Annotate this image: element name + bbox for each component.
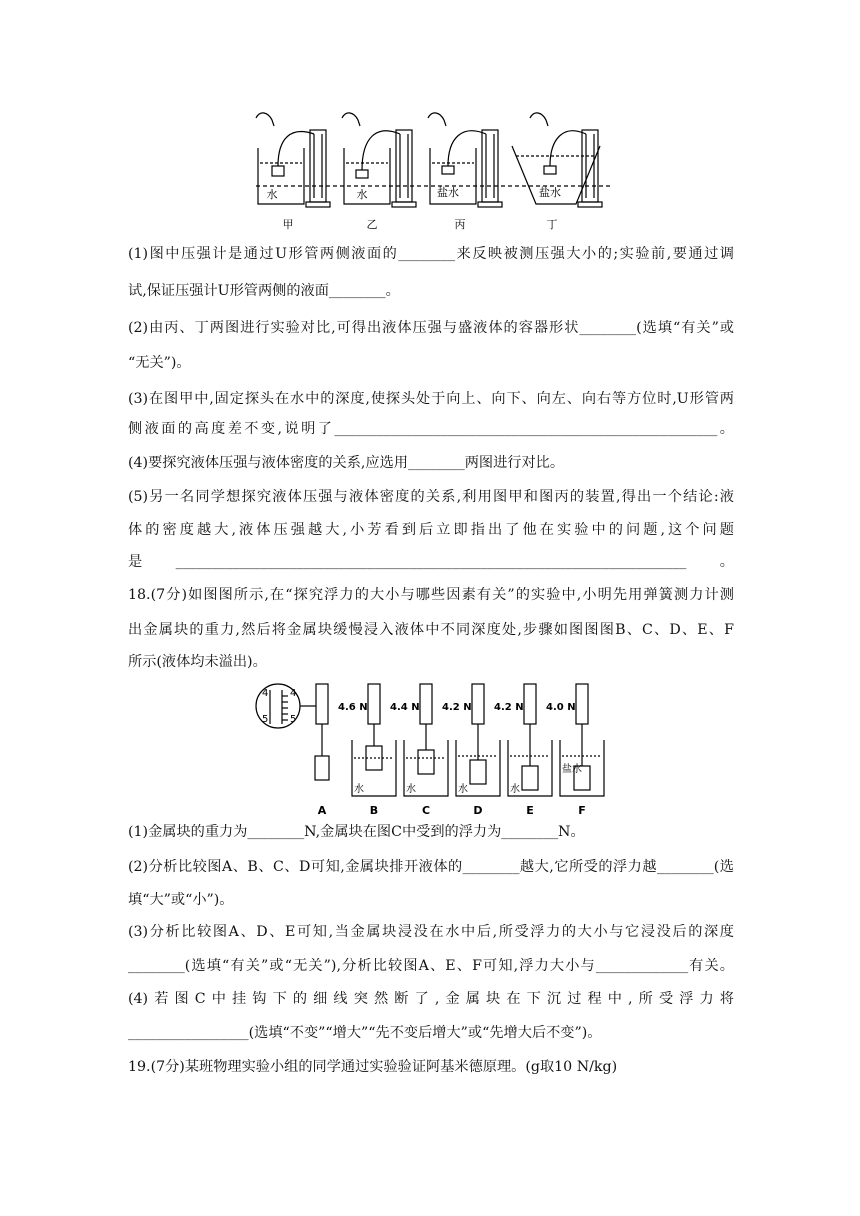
scale-tick-5: 5 <box>262 714 269 725</box>
q18-line-3: 所示(液体均未溢出)。 <box>128 654 267 670</box>
reading-b: 4.6 N <box>338 702 368 713</box>
q17-line-4: “无关”)。 <box>128 355 191 371</box>
q17-line-3: (2)由丙、丁两图进行实验对比,可得出液体压强与盛液体的容器形状________(选填“有关”或 <box>128 320 734 336</box>
label-c: C <box>421 804 431 817</box>
label-b: B <box>369 804 379 817</box>
liquid-b: 水 <box>354 784 364 795</box>
liquid-label-bing: 盐水 <box>437 186 459 199</box>
q18-sub2-line1: (2)分析比较图A、B、C、D可知,金属块排开液体的________越大,它所受的浮力越________(选 <box>128 859 734 875</box>
figure-label-bing: 丙 <box>454 218 466 231</box>
label-d: D <box>473 804 483 817</box>
reading-d: 4.2 N <box>442 702 472 713</box>
q17-line-2: 试,保证压强计U形管两侧的液面________。 <box>128 283 400 299</box>
q18-sub2-line2: 填“大”或“小”)。 <box>128 892 234 908</box>
q17-line-6: 侧液面的高度差不变,说明了______________________________________________________。 <box>128 421 734 437</box>
scale-tick-4-right: 4 <box>290 688 297 699</box>
label-a: A <box>317 804 327 817</box>
q17-line-5: (3)在图甲中,固定探头在水中的深度,使探头处于向上、向下、向左、向右等方位时,U形管两 <box>128 391 734 407</box>
q18-sub3-line1: (3)分析比较图A、D、E可知,当金属块浸没在水中后,所受浮力的大小与它浸没后的深度 <box>128 924 734 940</box>
reading-e: 4.2 N <box>494 702 524 713</box>
buoyancy-figure <box>254 676 608 820</box>
q17-line-9: 体的密度越大,液体压强越大,小芳看到后立即指出了他在实验中的问题,这个问题 <box>128 522 734 538</box>
label-f: F <box>578 804 586 817</box>
q17-line-8: (5)另一名同学想探究液体压强与液体密度的关系,利用图甲和图丙的装置,得出一个结论:液 <box>128 489 734 505</box>
liquid-f: 盐水 <box>562 764 582 775</box>
q18-line-2: 出金属块的重力,然后将金属块缓慢浸入液体中不同深度处,步骤如图图图B、C、D、E、F <box>128 622 734 638</box>
pressure-gauge-figure <box>246 108 618 234</box>
figure-label-ding: 丁 <box>546 218 558 231</box>
q18-sub4-line1: (4)若图C中挂钩下的细线突然断了,金属块在下沉过程中,所受浮力将 <box>128 991 734 1007</box>
scale-tick-5-right: 5 <box>290 714 297 725</box>
label-e: E <box>526 804 534 817</box>
q18-sub1: (1)金属块的重力为________N,金属块在图C中受到的浮力为________N。 <box>128 824 585 840</box>
reading-f: 4.0 N <box>546 702 576 713</box>
q17-line-7: (4)要探究液体压强与液体密度的关系,应选用________两图进行对比。 <box>128 455 565 471</box>
reading-c: 4.4 N <box>390 702 420 713</box>
q17-line-1: (1)图中压强计是通过U形管两侧液面的________来反映被测压强大小的;实验前,要通过调 <box>128 246 734 262</box>
liquid-c: 水 <box>406 784 416 795</box>
figure-label-yi: 乙 <box>366 218 378 231</box>
q18-sub3-line2: ________(选填“有关”或“无关”),分析比较图A、E、F可知,浮力大小与_____________有关。 <box>128 958 734 974</box>
figure-label-jia: 甲 <box>282 218 294 231</box>
liquid-label-jia: 水 <box>266 188 278 201</box>
liquid-label-ding: 盐水 <box>539 186 561 199</box>
q18-line-1: 18.(7分)如图图所示,在“探究浮力的大小与哪些因素有关”的实验中,小明先用弹簧测力计测 <box>128 587 734 603</box>
q18-sub4-line2: _________________(选填“不变”“增大”“先不变后增大”或“先增大后不变”)。 <box>128 1025 602 1041</box>
liquid-d: 水 <box>458 784 468 795</box>
q19-line-1: 19.(7分)某班物理实验小组的同学通过实验验证阿基米德原理。(g取10 N/kg) <box>128 1059 618 1075</box>
scale-tick-4: 4 <box>262 688 269 699</box>
q17-line-10: 是________________________________________________________________________。 <box>128 554 734 570</box>
liquid-label-yi: 水 <box>356 188 368 201</box>
liquid-e: 水 <box>510 784 520 795</box>
